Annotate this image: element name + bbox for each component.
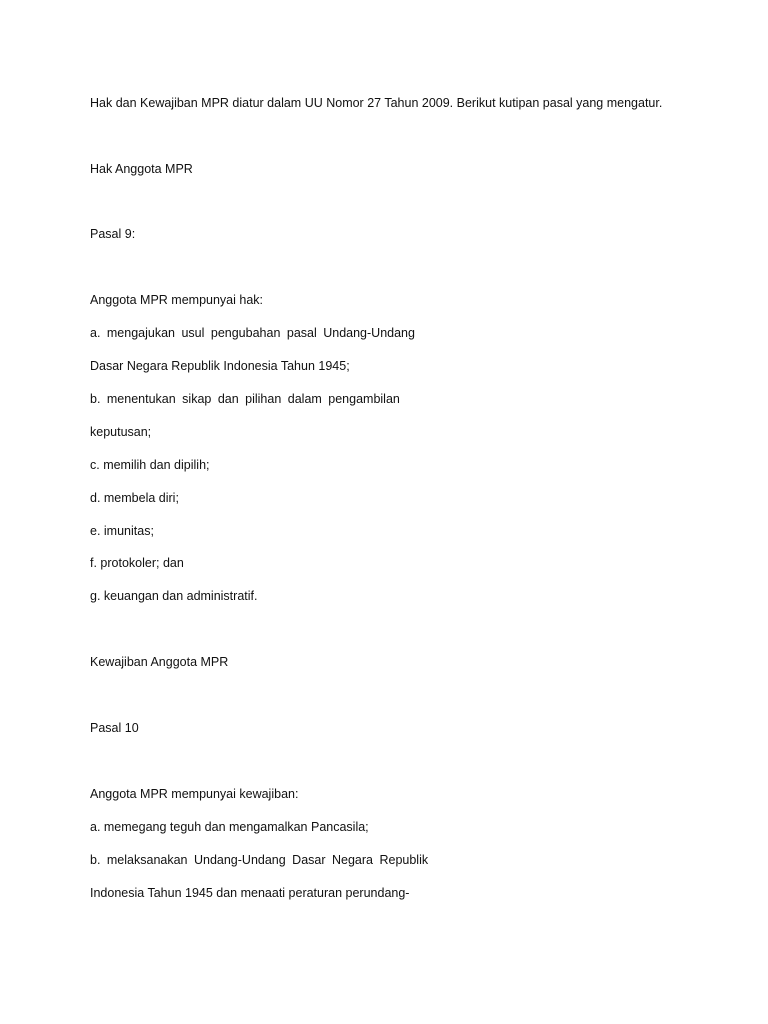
rights-item-d: d. membela diri; — [90, 491, 179, 505]
rights-lead: Anggota MPR mempunyai hak: — [90, 293, 264, 307]
section-heading-obligations: Kewajiban Anggota MPR — [90, 655, 229, 669]
rights-item-b-cont: keputusan; — [90, 425, 152, 439]
obligations-item-a: a. memegang teguh dan mengamalkan Pancasila; — [90, 820, 369, 834]
rights-item-f: f. protokoler; dan — [90, 556, 184, 570]
section-heading-rights: Hak Anggota MPR — [90, 162, 193, 176]
obligations-item-b-cont: Indonesia Tahun 1945 dan menaati peraturan perundang- — [90, 886, 410, 900]
intro-paragraph: Hak dan Kewajiban MPR diatur dalam UU Nomor 27 Tahun 2009. Berikut kutipan pasal yang mengatur. — [90, 96, 663, 110]
obligations-lead: Anggota MPR mempunyai kewajiban: — [90, 787, 299, 801]
rights-item-b: b. menentukan sikap dan pilihan dalam pengambilan — [90, 392, 400, 406]
obligations-item-b: b. melaksanakan Undang-Undang Dasar Negara Republik — [90, 853, 429, 867]
rights-item-a: a. mengajukan usul pengubahan pasal Undang-Undang — [90, 326, 415, 340]
pasal-9-heading: Pasal 9: — [90, 227, 136, 241]
rights-item-c: c. memilih dan dipilih; — [90, 458, 210, 472]
rights-item-g: g. keuangan dan administratif. — [90, 589, 258, 603]
rights-item-a-cont: Dasar Negara Republik Indonesia Tahun 1945; — [90, 359, 350, 373]
pasal-10-heading: Pasal 10 — [90, 721, 139, 735]
rights-item-e: e. imunitas; — [90, 524, 154, 538]
